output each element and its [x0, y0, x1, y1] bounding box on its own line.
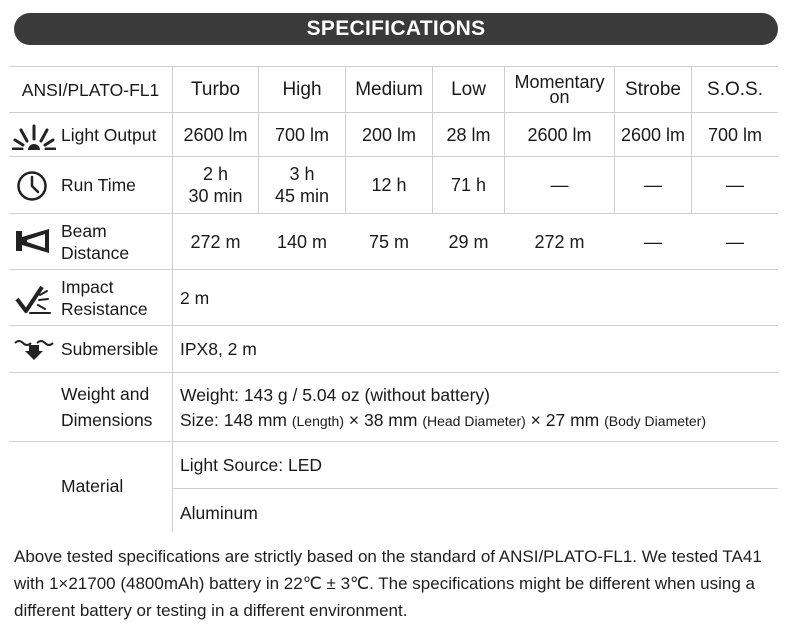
material-light-source: Light Source: LED [180, 455, 323, 475]
run-time-turbo [173, 157, 258, 213]
footnote: Above tested specifications are strictly based on the standard of ANSI/PLATO-FL1. We tested TA41 with 1×21700 (4800mAh) battery in 22℃ ± 3℃. The specifications might be different when using a different battery or testing in a different environment. [14, 547, 762, 620]
header-momentary-line2: on [549, 86, 570, 107]
header-momentary-line1: Momentary [514, 71, 605, 92]
light-output-turbo: 2600 lm [183, 124, 248, 145]
run-time-low: 71 h [450, 175, 487, 195]
submersible-value: IPX8, 2 m [180, 339, 257, 359]
specifications-banner: SPECIFICATIONS [14, 13, 778, 45]
header-momentary [505, 67, 614, 112]
run-time-momentary: — [550, 175, 569, 195]
header-medium: Medium [355, 78, 423, 100]
size-value [180, 408, 780, 433]
light-output-medium: 200 lm [361, 124, 417, 145]
weight-dimensions-label [61, 373, 172, 441]
size-length-note: (Length) [291, 413, 345, 429]
beam-distance-sos: — [726, 231, 744, 252]
weight-dimensions-label-line2: Dimensions [61, 410, 153, 430]
run-time-turbo-hours: 2 h [202, 164, 229, 184]
light-output-low: 28 lm [446, 124, 491, 145]
impact-resistance-label-line2: Resistance [61, 298, 148, 319]
run-time-label: Run Time [61, 175, 136, 195]
header-standard: ANSI/PLATO-FL1 [21, 79, 160, 100]
size-mid: × 38 mm [344, 410, 423, 430]
header-strobe: Strobe [625, 78, 681, 100]
beam-distance-momentary: 272 m [534, 231, 585, 252]
light-output-momentary: 2600 lm [527, 124, 592, 145]
submersible-label: Submersible [61, 339, 159, 359]
weight-dimensions-label-line1: Weight and [61, 384, 150, 404]
beam-distance-label [61, 214, 172, 269]
beam-distance-label-line1: Beam [61, 220, 107, 241]
run-time-turbo-minutes: 30 min [188, 186, 243, 206]
beam-distance-high: 140 m [276, 231, 328, 252]
light-output-sos: 700 lm [707, 124, 763, 145]
header-turbo: Turbo [191, 78, 240, 100]
material-label: Material [61, 476, 124, 496]
impact-resistance-label [61, 270, 172, 325]
sunburst-icon [12, 120, 56, 150]
run-time-high-hours: 3 h [289, 164, 315, 184]
beam-icon [15, 228, 51, 254]
beam-distance-medium: 75 m [368, 231, 410, 252]
run-time-high [259, 157, 345, 213]
run-time-medium: 12 h [371, 175, 407, 195]
light-output-high: 700 lm [274, 124, 330, 145]
beam-distance-strobe: — [644, 231, 662, 252]
size-body-note: (Body Diameter) [604, 413, 707, 429]
header-low: Low [451, 78, 486, 100]
header-sos: S.O.S. [707, 78, 763, 100]
impact-resistance-value: 2 m [180, 287, 210, 308]
run-time-sos: — [726, 175, 744, 195]
size-prefix: Size: 148 mm [180, 410, 292, 430]
weight-value: Weight: 143 g / 5.04 oz (without battery) [180, 385, 490, 405]
header-high: High [282, 78, 322, 100]
light-output-label: Light Output [61, 124, 157, 145]
impact-resistance-label-line1: Impact [61, 276, 114, 297]
size-head-note: (Head Diameter) [422, 413, 526, 429]
size-mid2: × 27 mm [525, 410, 605, 430]
run-time-strobe: — [644, 175, 662, 195]
beam-distance-turbo: 272 m [190, 231, 241, 252]
material-body: Aluminum [180, 503, 258, 523]
run-time-high-minutes: 45 min [274, 186, 330, 206]
beam-distance-low: 29 m [448, 231, 489, 252]
clock-icon [16, 170, 48, 202]
beam-distance-label-line2: Distance [61, 242, 130, 263]
water-icon [13, 337, 55, 361]
light-output-strobe: 2600 lm [620, 124, 686, 145]
impact-icon [14, 283, 52, 315]
